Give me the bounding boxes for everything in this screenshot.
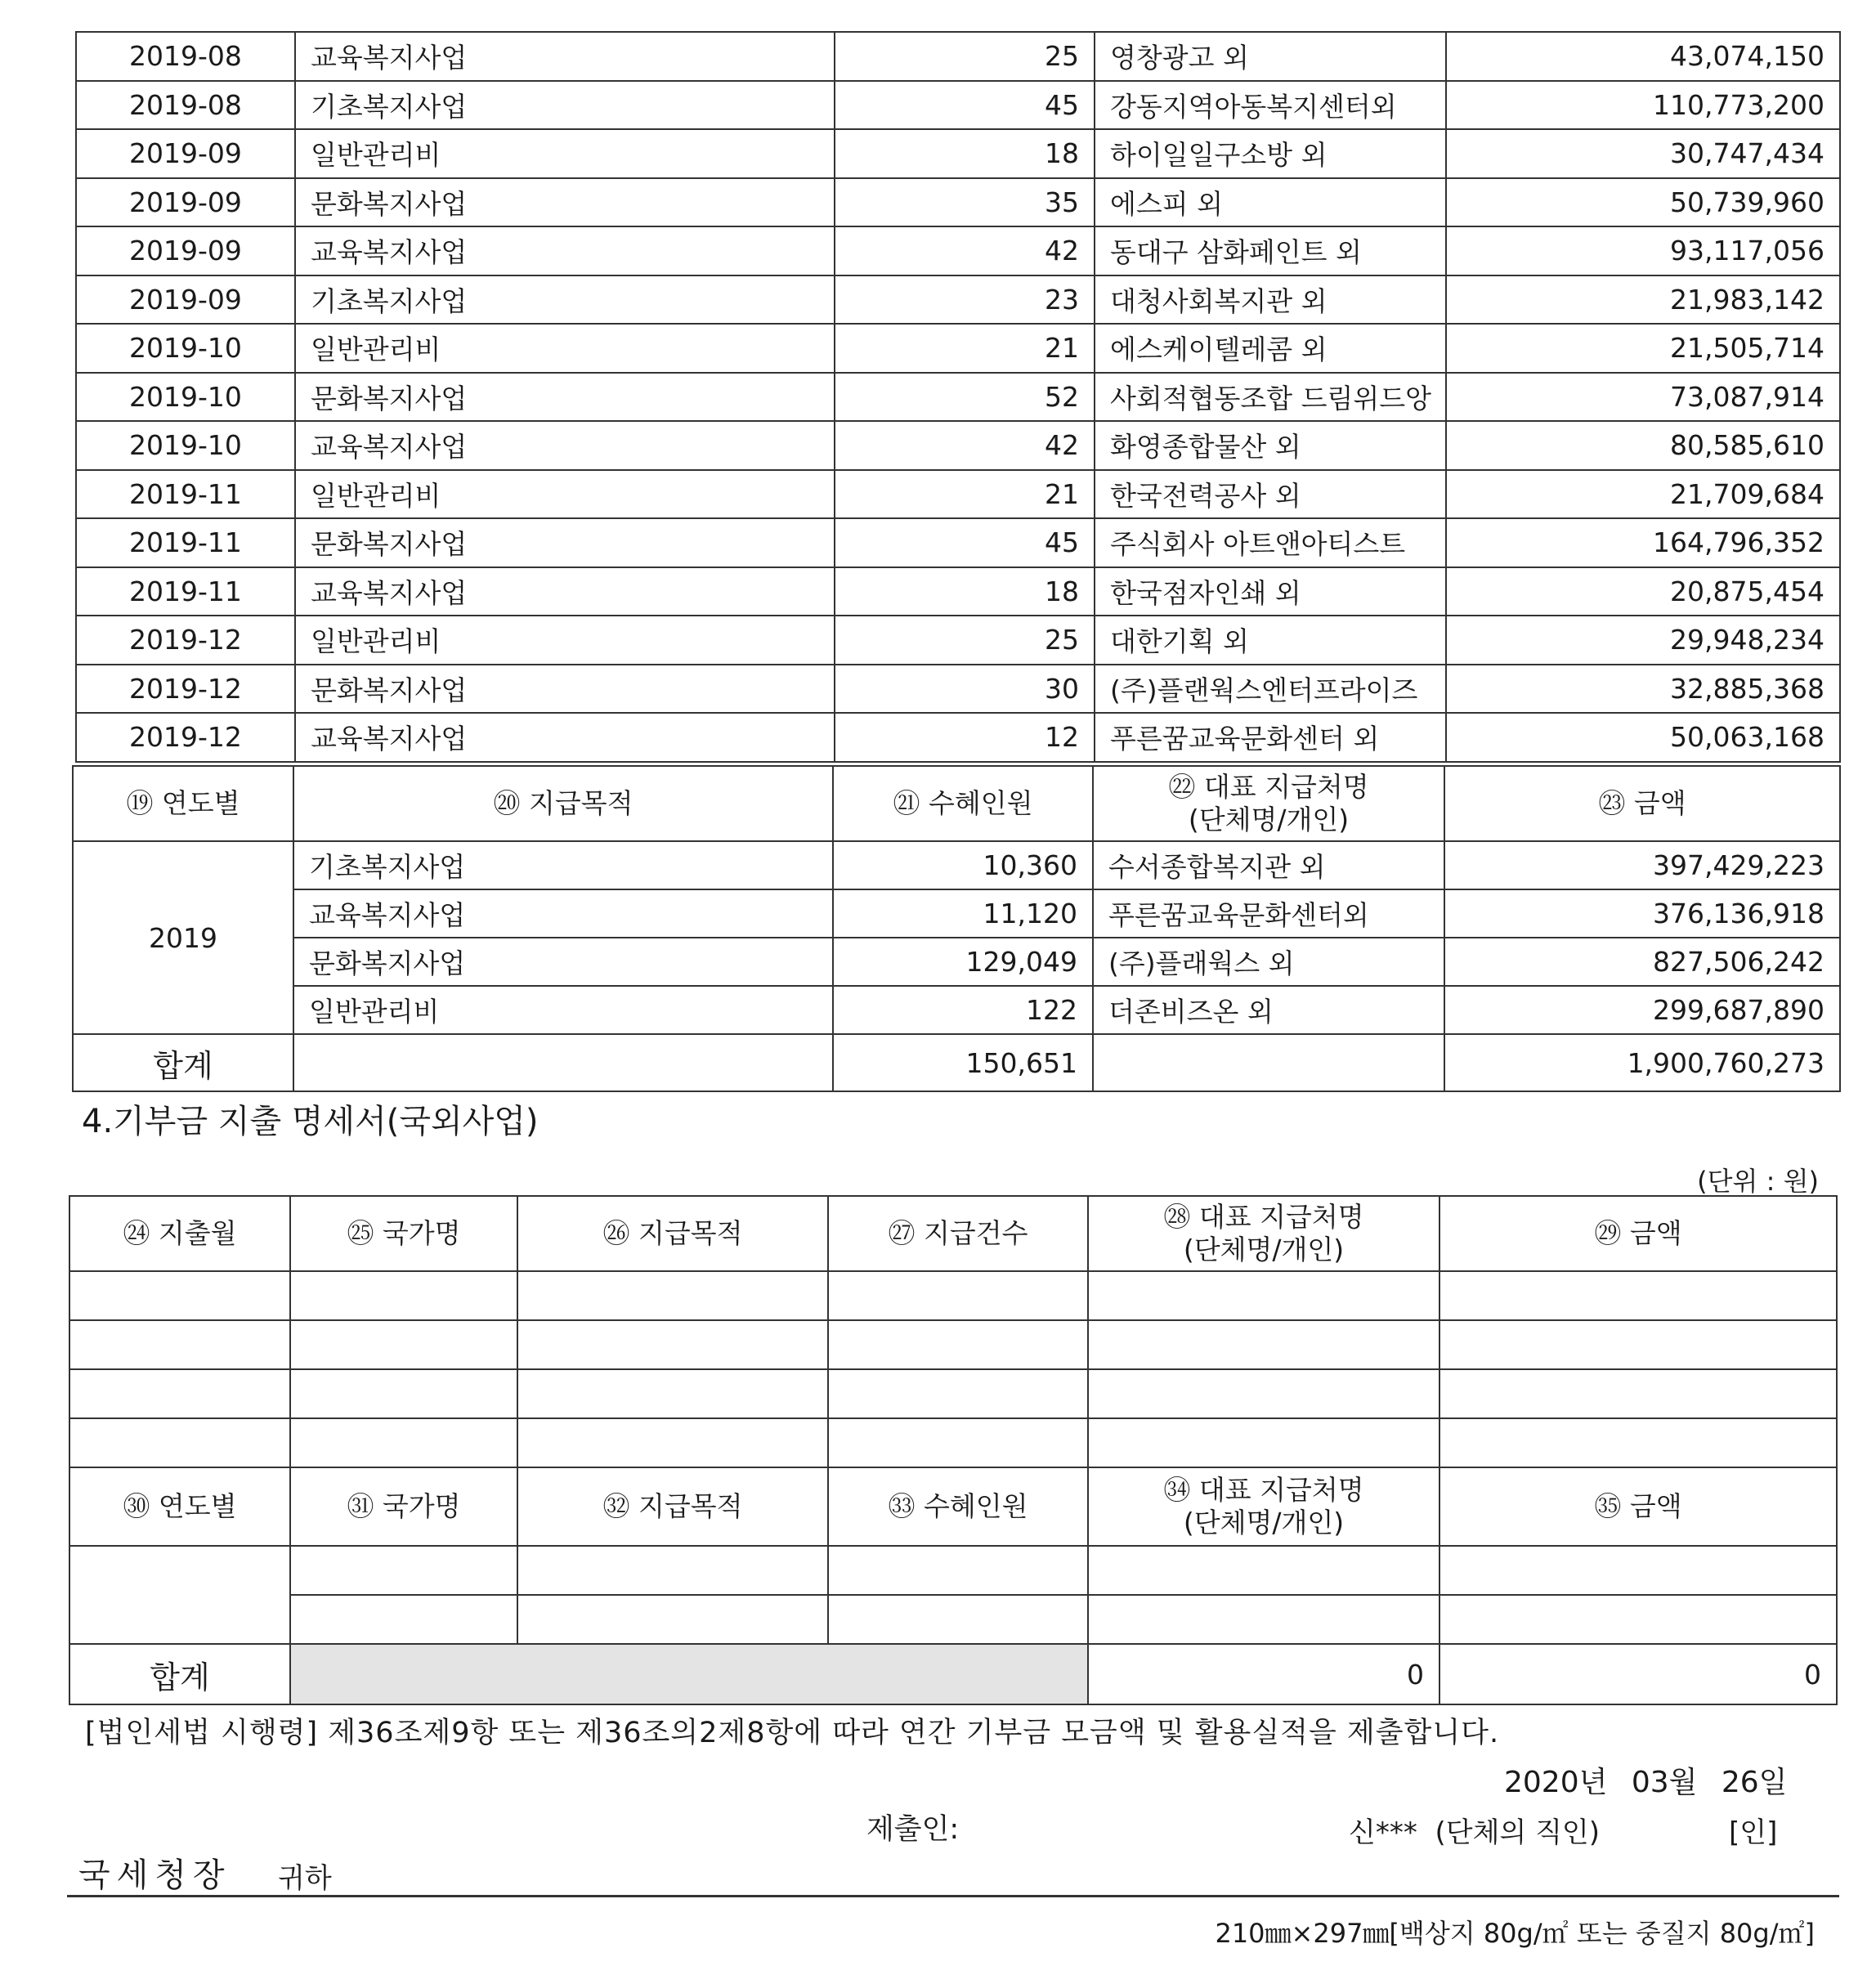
table-row bbox=[76, 713, 1840, 762]
amount-cell: 29,948,234 bbox=[1446, 616, 1840, 665]
header-amount: ㉙ 금액 bbox=[1439, 1196, 1837, 1271]
amount-cell: 73,087,914 bbox=[1446, 373, 1840, 422]
payee-cell: 대청사회복지관 외 bbox=[1095, 275, 1446, 325]
month-cell: 2019-12 bbox=[76, 713, 295, 762]
amount-cell: 93,117,056 bbox=[1446, 226, 1840, 275]
year-cell: 2019 bbox=[73, 841, 293, 1034]
count-cell: 45 bbox=[835, 81, 1095, 130]
count-cell: 25 bbox=[835, 616, 1095, 665]
table-row bbox=[76, 567, 1840, 616]
table-row bbox=[76, 518, 1840, 567]
yearly-summary-table bbox=[72, 765, 1841, 1092]
total-label: 합계 bbox=[69, 1644, 290, 1704]
monthly-expense-table bbox=[75, 31, 1841, 763]
header-payee-line1: ㉒ 대표 지급처명 bbox=[1168, 771, 1369, 804]
table-row bbox=[76, 129, 1840, 178]
amount-cell: 21,983,142 bbox=[1446, 275, 1840, 325]
purpose-cell: 기초복지사업 bbox=[295, 275, 835, 325]
payee-cell: 주식회사 아트앤아티스트 bbox=[1095, 518, 1446, 567]
payee-cell: 수서종합복지관 외 bbox=[1093, 841, 1444, 889]
empty-row bbox=[69, 1595, 1837, 1644]
month-cell: 2019-09 bbox=[76, 275, 295, 325]
amount-cell: 50,063,168 bbox=[1446, 713, 1840, 762]
header-country: ㉕ 국가명 bbox=[290, 1196, 517, 1271]
addressee: 국세청장 bbox=[78, 1856, 231, 1894]
header-purpose: ㉖ 지급목적 bbox=[517, 1196, 828, 1271]
amount-cell: 299,687,890 bbox=[1444, 986, 1840, 1034]
header-payee-line2: (단체명/개인) bbox=[1183, 1234, 1345, 1265]
purpose-cell: 교육복지사업 bbox=[295, 713, 835, 762]
header-beneficiaries: ㉝ 수혜인원 bbox=[828, 1467, 1088, 1546]
header-year: ㉚ 연도별 bbox=[69, 1467, 290, 1546]
month-cell: 2019-08 bbox=[76, 81, 295, 130]
purpose-cell: 문화복지사업 bbox=[295, 178, 835, 227]
header-purpose: ⑳ 지급목적 bbox=[293, 766, 833, 841]
total-beneficiaries: 150,651 bbox=[833, 1034, 1093, 1091]
count-cell: 21 bbox=[835, 470, 1095, 519]
purpose-cell: 문화복지사업 bbox=[295, 373, 835, 422]
header-amount: ㉓ 금액 bbox=[1444, 766, 1840, 841]
payee-cell: 대한기획 외 bbox=[1095, 616, 1446, 665]
count-cell: 30 bbox=[835, 665, 1095, 714]
month-cell: 2019-11 bbox=[76, 518, 295, 567]
payee-cell: 에스케이텔레콤 외 bbox=[1095, 324, 1446, 373]
count-cell: 45 bbox=[835, 518, 1095, 567]
month-cell: 2019-09 bbox=[76, 129, 295, 178]
payee-cell: 사회적협동조합 드림위드앙 bbox=[1095, 373, 1446, 422]
header-amount: ㉟ 금액 bbox=[1439, 1467, 1837, 1546]
amount-cell: 376,136,918 bbox=[1444, 889, 1840, 938]
total-amount: 0 bbox=[1439, 1644, 1837, 1704]
table-row bbox=[76, 665, 1840, 714]
payee-cell: 푸른꿈교육문화센터 외 bbox=[1095, 713, 1446, 762]
purpose-cell: 교육복지사업 bbox=[295, 226, 835, 275]
count-cell: 25 bbox=[835, 32, 1095, 81]
purpose-cell: 문화복지사업 bbox=[295, 665, 835, 714]
total-shaded-cell bbox=[290, 1644, 1088, 1704]
header-payee-line1: ㉞ 대표 지급처명 bbox=[1163, 1474, 1364, 1507]
payee-cell: 화영종합물산 외 bbox=[1095, 421, 1446, 470]
purpose-cell: 문화복지사업 bbox=[295, 518, 835, 567]
table-row bbox=[76, 324, 1840, 373]
payee-cell: 더존비즈온 외 bbox=[1093, 986, 1444, 1034]
overseas-total-row bbox=[69, 1644, 1837, 1704]
table-row bbox=[73, 938, 1840, 986]
header-count: ㉗ 지급건수 bbox=[828, 1196, 1088, 1271]
overseas-monthly-header-row bbox=[69, 1196, 1837, 1271]
empty-row bbox=[69, 1418, 1837, 1467]
empty-row bbox=[69, 1546, 1837, 1595]
table-row bbox=[76, 226, 1840, 275]
payee-cell: 한국점자인쇄 외 bbox=[1095, 567, 1446, 616]
month-cell: 2019-10 bbox=[76, 373, 295, 422]
amount-cell: 80,585,610 bbox=[1446, 421, 1840, 470]
payee-cell: (주)플래웍스 외 bbox=[1093, 938, 1444, 986]
amount-cell: 20,875,454 bbox=[1446, 567, 1840, 616]
section4-title: 4.기부금 지출 명세서(국외사업) bbox=[82, 1103, 539, 1140]
header-payee bbox=[1088, 1467, 1439, 1546]
purpose-cell: 교육복지사업 bbox=[295, 32, 835, 81]
payee-cell: 동대구 삼화페인트 외 bbox=[1095, 226, 1446, 275]
table-row bbox=[73, 889, 1840, 938]
count-cell: 18 bbox=[835, 567, 1095, 616]
amount-cell: 21,505,714 bbox=[1446, 324, 1840, 373]
purpose-cell: 교육복지사업 bbox=[295, 567, 835, 616]
yearly-total-row bbox=[73, 1034, 1840, 1091]
table-row bbox=[76, 421, 1840, 470]
month-cell: 2019-10 bbox=[76, 421, 295, 470]
count-cell: 23 bbox=[835, 275, 1095, 325]
count-cell: 42 bbox=[835, 421, 1095, 470]
table-row bbox=[73, 841, 1840, 889]
overseas-table bbox=[69, 1195, 1838, 1705]
amount-cell: 32,885,368 bbox=[1446, 665, 1840, 714]
overseas-yearly-header-row bbox=[69, 1467, 1837, 1546]
header-payee bbox=[1088, 1196, 1439, 1271]
header-payee-line2: (단체명/개인) bbox=[1188, 804, 1350, 835]
header-expense-month: ㉔ 지출월 bbox=[69, 1196, 290, 1271]
total-label: 합계 bbox=[73, 1034, 293, 1091]
purpose-cell: 기초복지사업 bbox=[293, 841, 833, 889]
empty-row bbox=[69, 1271, 1837, 1320]
total-amount: 1,900,760,273 bbox=[1444, 1034, 1840, 1091]
yearly-header-row bbox=[73, 766, 1840, 841]
header-purpose: ㉜ 지급목적 bbox=[517, 1467, 828, 1546]
total-payee-empty bbox=[1093, 1034, 1444, 1091]
month-cell: 2019-11 bbox=[76, 470, 295, 519]
count-cell: 12 bbox=[835, 713, 1095, 762]
amount-cell: 43,074,150 bbox=[1446, 32, 1840, 81]
beneficiaries-cell: 11,120 bbox=[833, 889, 1093, 938]
submission-date: 2020년 03월 26일 bbox=[1504, 1766, 1788, 1799]
month-cell: 2019-12 bbox=[76, 616, 295, 665]
month-cell: 2019-11 bbox=[76, 567, 295, 616]
header-year: ⑲ 연도별 bbox=[73, 766, 293, 841]
month-cell: 2019-10 bbox=[76, 324, 295, 373]
table-row bbox=[76, 81, 1840, 130]
count-cell: 35 bbox=[835, 178, 1095, 227]
total-beneficiaries: 0 bbox=[1088, 1644, 1439, 1704]
empty-row bbox=[69, 1369, 1837, 1418]
bottom-rule bbox=[67, 1895, 1839, 1897]
beneficiaries-cell: 122 bbox=[833, 986, 1093, 1034]
header-beneficiaries: ㉑ 수혜인원 bbox=[833, 766, 1093, 841]
amount-cell: 397,429,223 bbox=[1444, 841, 1840, 889]
honorific: 귀하 bbox=[278, 1862, 332, 1895]
legal-note: [법인세법 시행령] 제36조제9항 또는 제36조의2제8항에 따라 연간 기부금 모금액 및 활용실적을 제출합니다. bbox=[85, 1717, 1500, 1749]
unit-label: (단위 : 원) bbox=[1697, 1166, 1819, 1197]
count-cell: 42 bbox=[835, 226, 1095, 275]
table-row bbox=[76, 178, 1840, 227]
purpose-cell: 일반관리비 bbox=[295, 324, 835, 373]
purpose-cell: 일반관리비 bbox=[293, 986, 833, 1034]
header-payee-line1: ㉘ 대표 지급처명 bbox=[1163, 1201, 1364, 1234]
amount-cell: 827,506,242 bbox=[1444, 938, 1840, 986]
beneficiaries-cell: 129,049 bbox=[833, 938, 1093, 986]
header-payee bbox=[1093, 766, 1444, 841]
purpose-cell: 일반관리비 bbox=[295, 616, 835, 665]
payee-cell: 하이일일구소방 외 bbox=[1095, 129, 1446, 178]
month-cell: 2019-08 bbox=[76, 32, 295, 81]
count-cell: 52 bbox=[835, 373, 1095, 422]
table-row bbox=[76, 470, 1840, 519]
payee-cell: 강동지역아동복지센터외 bbox=[1095, 81, 1446, 130]
signer-name: 신*** (단체의 직인) bbox=[1349, 1816, 1601, 1849]
count-cell: 21 bbox=[835, 324, 1095, 373]
table-row bbox=[76, 32, 1840, 81]
amount-cell: 164,796,352 bbox=[1446, 518, 1840, 567]
amount-cell: 30,747,434 bbox=[1446, 129, 1840, 178]
amount-cell: 110,773,200 bbox=[1446, 81, 1840, 130]
table-row bbox=[76, 373, 1840, 422]
table-row bbox=[76, 616, 1840, 665]
payee-cell: 한국전력공사 외 bbox=[1095, 470, 1446, 519]
header-payee-line2: (단체명/개인) bbox=[1183, 1507, 1345, 1538]
header-country: ㉛ 국가명 bbox=[290, 1467, 517, 1546]
total-purpose-empty bbox=[293, 1034, 833, 1091]
payee-cell: 영창광고 외 bbox=[1095, 32, 1446, 81]
purpose-cell: 일반관리비 bbox=[295, 470, 835, 519]
table-row bbox=[73, 986, 1840, 1034]
month-cell: 2019-09 bbox=[76, 226, 295, 275]
purpose-cell: 문화복지사업 bbox=[293, 938, 833, 986]
paper-spec: 210㎜×297㎜[백상지 80g/㎡ 또는 중질지 80g/㎡] bbox=[1215, 1918, 1815, 1949]
empty-row bbox=[69, 1320, 1837, 1369]
purpose-cell: 교육복지사업 bbox=[293, 889, 833, 938]
month-cell: 2019-12 bbox=[76, 665, 295, 714]
year-cell-empty bbox=[69, 1546, 290, 1644]
payee-cell: 푸른꿈교육문화센터외 bbox=[1093, 889, 1444, 938]
payee-cell: 에스피 외 bbox=[1095, 178, 1446, 227]
purpose-cell: 교육복지사업 bbox=[295, 421, 835, 470]
amount-cell: 21,709,684 bbox=[1446, 470, 1840, 519]
month-cell: 2019-09 bbox=[76, 178, 295, 227]
beneficiaries-cell: 10,360 bbox=[833, 841, 1093, 889]
purpose-cell: 일반관리비 bbox=[295, 129, 835, 178]
table-row bbox=[76, 275, 1840, 325]
payee-cell: (주)플랜웍스엔터프라이즈 bbox=[1095, 665, 1446, 714]
submitter-label: 제출인: bbox=[866, 1813, 960, 1846]
count-cell: 18 bbox=[835, 129, 1095, 178]
seal-mark: [인] bbox=[1729, 1816, 1778, 1849]
purpose-cell: 기초복지사업 bbox=[295, 81, 835, 130]
amount-cell: 50,739,960 bbox=[1446, 178, 1840, 227]
